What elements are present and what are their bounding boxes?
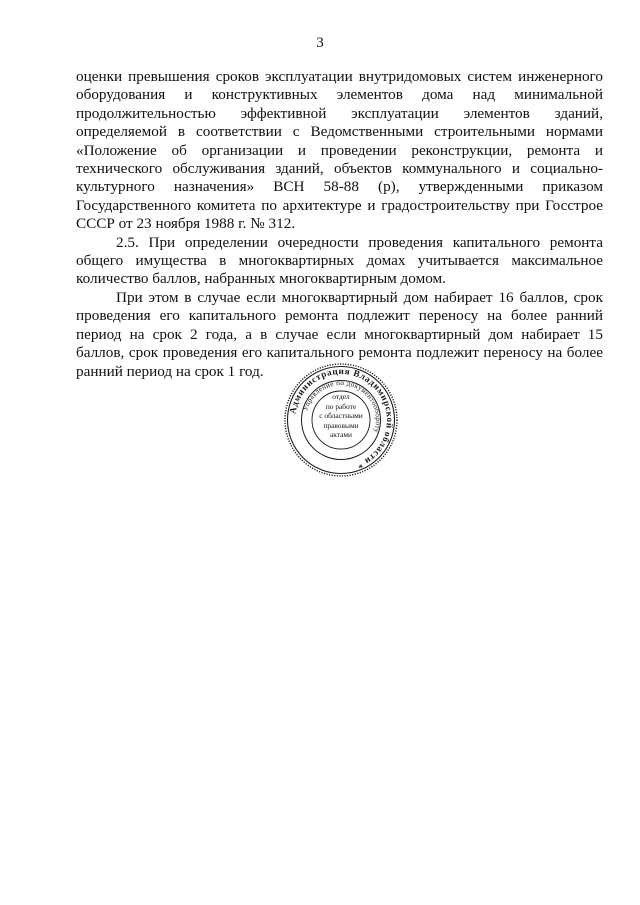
stamp-outer-ring-text: Администрация Владимирской области *: [287, 365, 396, 471]
stamp-center-text: [311, 392, 371, 440]
paragraph-points-rule: При этом в случае если многоквартирный дом набирает 16 баллов, срок проведения его капитального ремонта подлежит переносу на более ранний период на срок 2 года, а в случае если многоквартирный дом набирает 15 баллов, срок проведения его капитального ремонта подлежит переносу на более ранний период на срок 1 год.: [76, 288, 603, 380]
stamp-line: по работе: [325, 401, 357, 411]
document-body: [76, 68, 603, 381]
page-number: 3: [316, 35, 324, 51]
stamp-line: актами: [329, 430, 352, 440]
stamp-line: с областными: [319, 411, 363, 421]
paragraph-continuation: оценки превышения сроков эксплуатации внутридомовых систем инженерного оборудования и конструктивных элементов дома над минимальной продолжительностью эффективной эксплуатации элементов зданий, определяемой в соответствии с Ведомственными строительными нормами «Положение об организации и проведении реконструкции, ремонта и технического обслуживания зданий, объектов коммунального и социально-культурного назначения» ВСН 58-88 (р), утвержденными приказом Государственного комитета по архитектуре и градостроительству при Госстрое СССР от 23 ноября 1988 г. № 312.: [76, 68, 603, 233]
official-stamp: [283, 362, 399, 478]
stamp-line: отдел: [332, 392, 350, 401]
stamp-inner-ring-text: Управление по документообороту: [301, 378, 383, 434]
paragraph-2-5: 2.5. При определении очередности проведения капитального ремонта общего имущества в многоквартирных домах учитывается максимальное количество баллов, набранных многоквартирным домом.: [76, 233, 603, 288]
stamp-line: правовыми: [323, 420, 359, 430]
